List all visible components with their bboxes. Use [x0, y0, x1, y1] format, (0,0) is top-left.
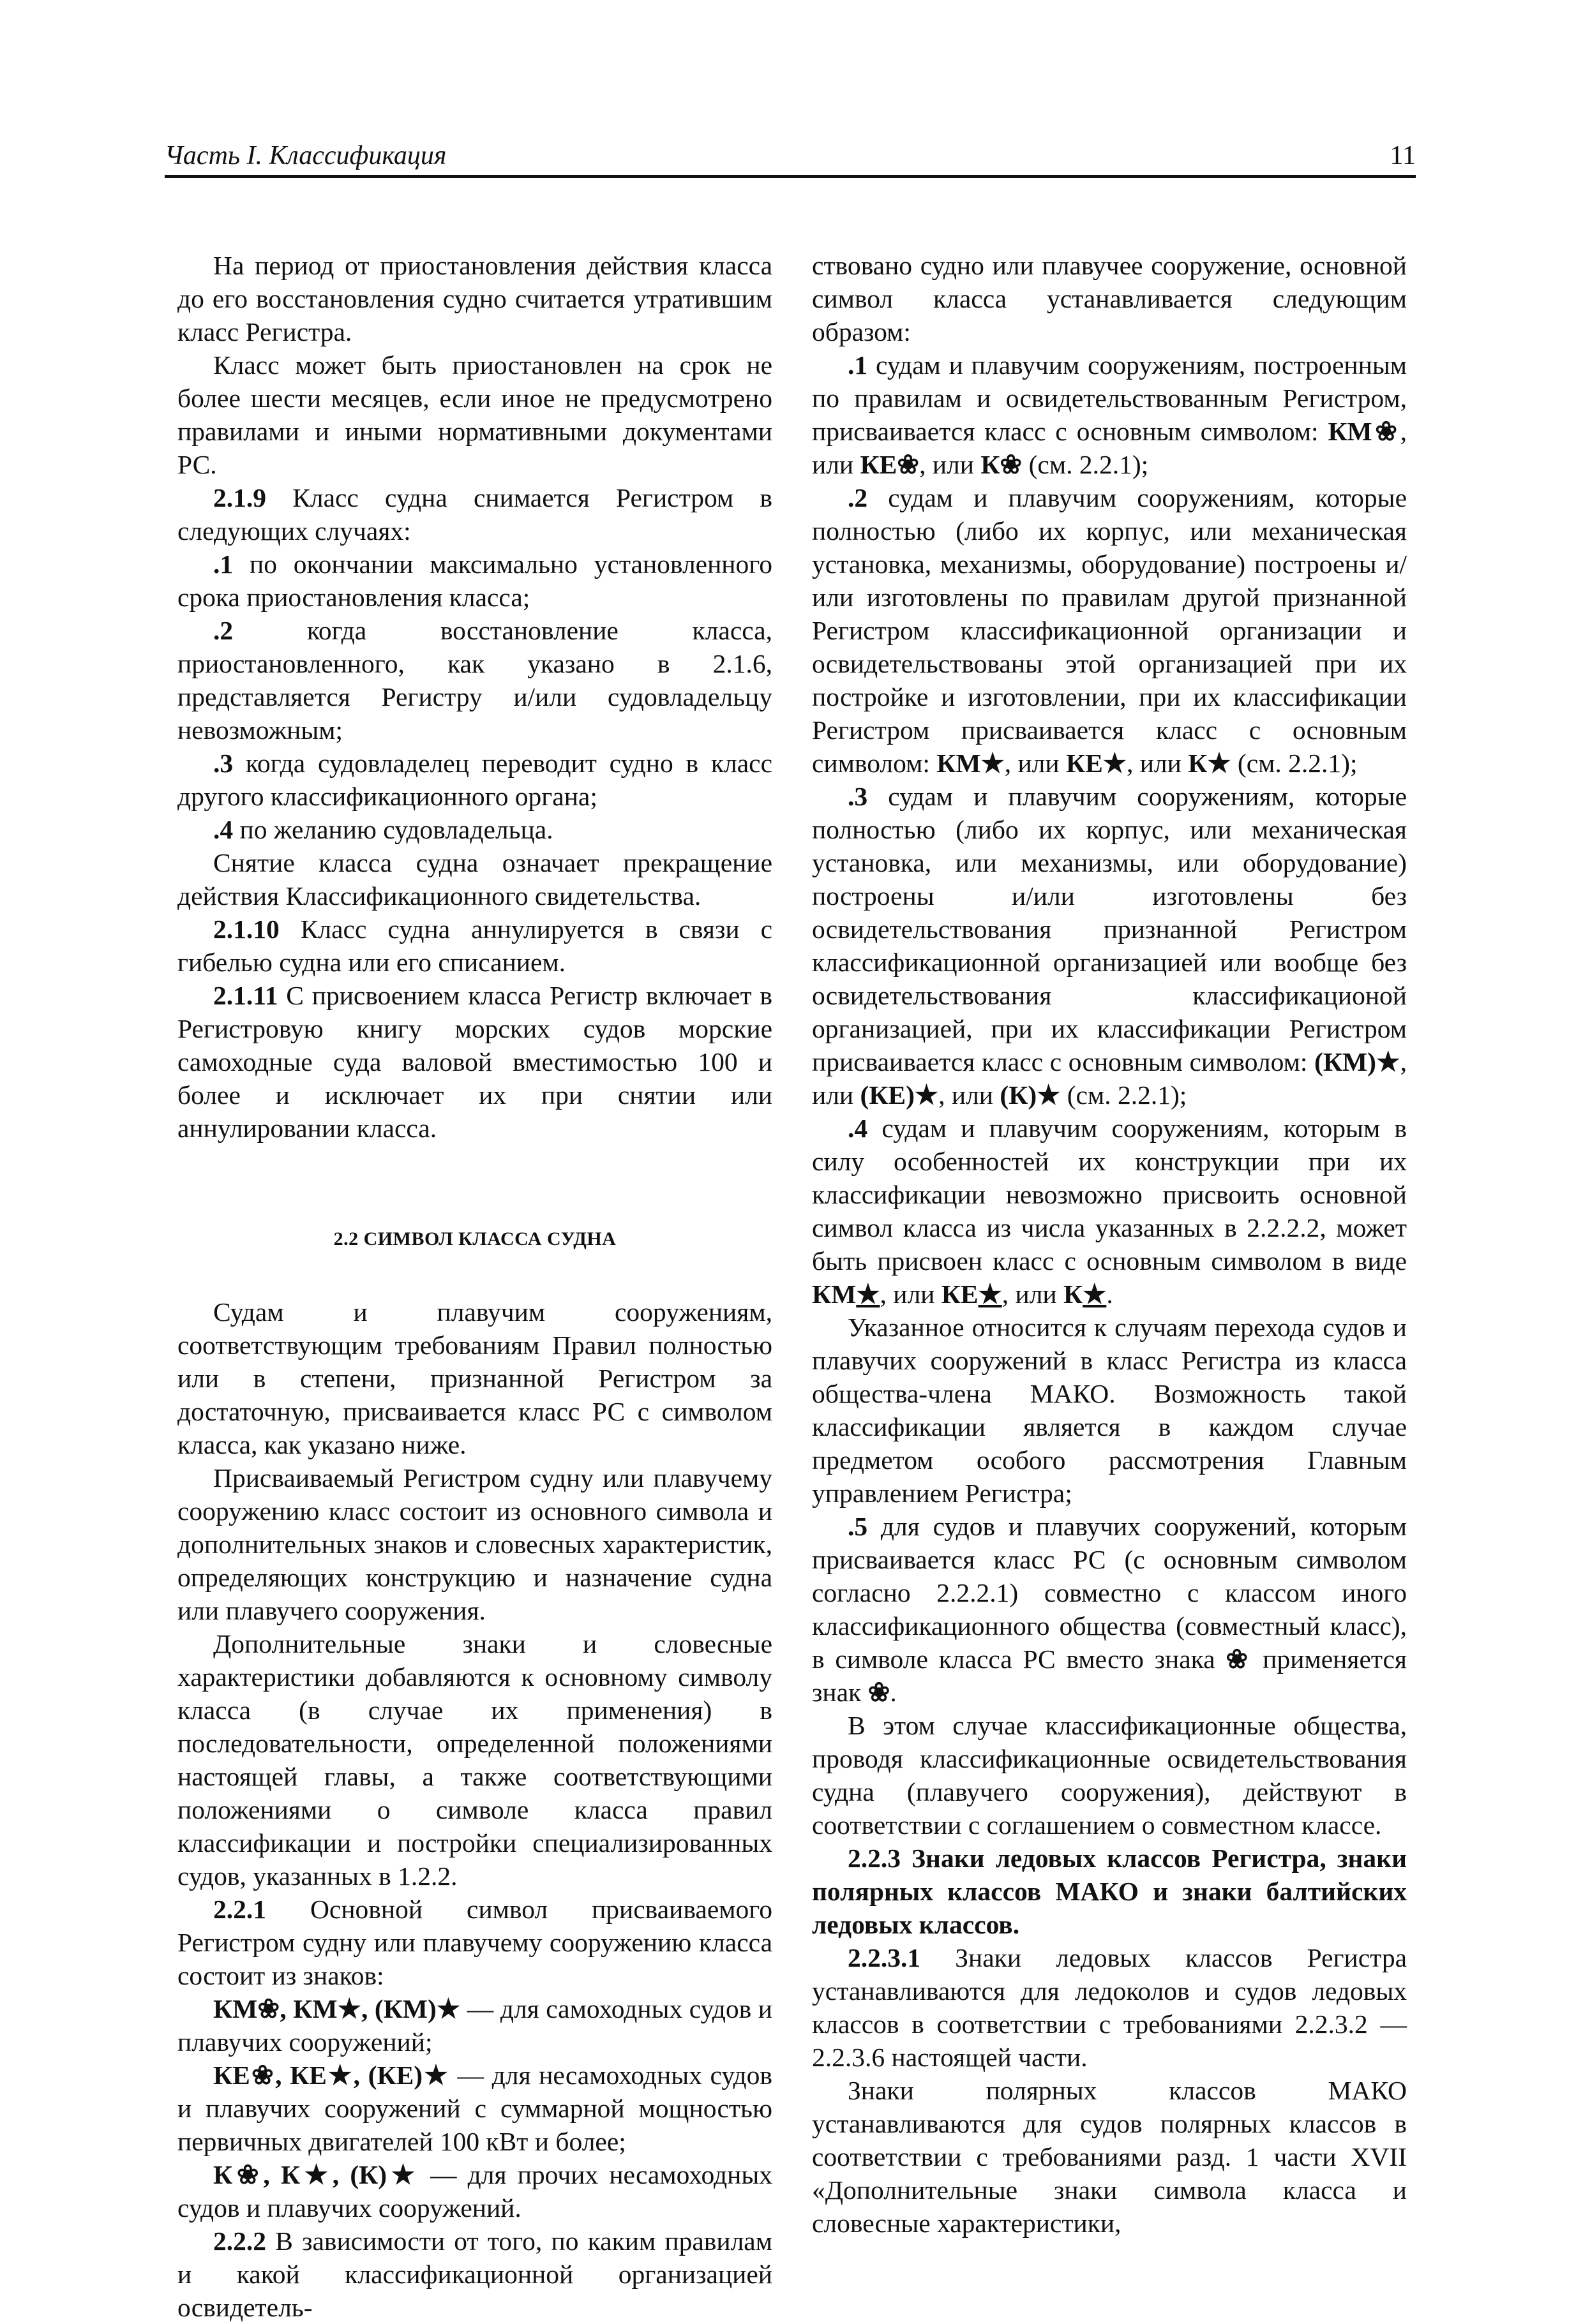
- underlined-star-icon: ★: [1083, 1279, 1107, 1309]
- item-text: , или: [919, 450, 981, 479]
- item-text: когда судовладелец переводит судно в класс другого классификационного органа;: [177, 749, 772, 811]
- underlined-star-icon: ★: [978, 1279, 1002, 1309]
- item-number: .2: [213, 616, 234, 645]
- item-text: по окончании максимально установленного срока приостановления класса;: [177, 549, 772, 612]
- clause-number: 2.2.2: [213, 2226, 266, 2256]
- paragraph: Судам и плавучим сооружениям, соответствующим требованиям Правил полностью или в степени, признанной Регистром за достаточную, присваивается класс РС с символом класса, как указано ниже.: [177, 1297, 772, 1459]
- list-item: [812, 780, 1407, 1112]
- list-item: [177, 813, 772, 846]
- clause-2-2-2: [177, 2224, 772, 2324]
- item-text: , или: [1126, 749, 1189, 778]
- item-number: .2: [848, 483, 868, 512]
- item-text: , или: [1002, 1279, 1064, 1309]
- list-item: [177, 547, 772, 614]
- clause-2-1-11: [177, 979, 772, 1145]
- left-column: [177, 249, 772, 2324]
- clause-number: 2.2.3: [848, 1844, 901, 1873]
- class-symbol: КЕ❀: [860, 450, 920, 479]
- paragraph: Указанное относится к случаям перехода судов и плавучих сооружений в класс Регистра из класса общества-члена МАКО. Возможность такой классификации является в каждом случае предметом особого рассмотрения Главным управлением Регистра;: [812, 1313, 1407, 1508]
- symbol-definition: [177, 2158, 772, 2224]
- item-number: .5: [848, 1512, 868, 1541]
- paragraph: На период от приостановления действия класса до его восстановления судно считается утратившим класс Регистра.: [177, 251, 772, 346]
- item-text: когда восстановление класса, приостановленного, как указано в 2.1.6, представляется Регистру и/или судовладельцу невозможным;: [177, 616, 772, 745]
- item-text: .: [890, 1678, 897, 1707]
- clause-text: Класс судна аннулируется в связи с гибелью судна или его списанием.: [177, 914, 772, 977]
- item-number: .3: [848, 782, 868, 811]
- clause-2-1-10: [177, 912, 772, 979]
- symbol-text: — для прочих несамоходных судов и плавучих сооружений.: [177, 2160, 772, 2223]
- symbol-letters: КМ: [812, 1279, 857, 1309]
- item-text: (см. 2.2.1);: [1060, 1080, 1187, 1110]
- class-symbol: (КЕ)★: [860, 1080, 939, 1110]
- class-symbol: [942, 1279, 1002, 1309]
- clause-number: 2.1.9: [213, 483, 266, 512]
- list-item: [812, 481, 1407, 780]
- clause-2-2-3: [812, 1842, 1407, 1941]
- item-text: судам и плавучим сооружениям, построенным по правилам и освидетельствованным Регистром, присваивается класс с основным символом:: [812, 350, 1407, 446]
- class-symbol: К❀: [980, 450, 1023, 479]
- item-text: , или: [938, 1080, 1000, 1110]
- underlined-star-icon: ★: [856, 1279, 880, 1309]
- symbol-letters: К: [1063, 1279, 1083, 1309]
- paragraph: Снятие класса судна означает прекращение действия Классификационного свидетельства.: [177, 848, 772, 911]
- class-sign-icon: ❀: [1226, 1644, 1252, 1674]
- symbol-definition: [177, 1992, 772, 2059]
- list-item: [812, 1510, 1407, 1709]
- paragraph: Присваиваемый Регистром судну или плавучему сооружению класс состоит из основного символа и дополнительных знаков и словесных характеристик, определяющих конструкцию и назначение судна или плавучего сооружения.: [177, 1463, 772, 1625]
- clause-heading: Знаки ледовых классов Регистра, знаки полярных классов МАКО и знаки балтийских ледовых классов.: [812, 1844, 1407, 1939]
- item-text: судам и плавучим сооружениям, которые полностью (либо их корпус, или механическая установка, механизмы, оборудование) построены и/или изготовлены по правилам другой признанной Регистром классификационной организации и освидетельствованы этой организацией при их постройке и изготовлении, при их классификации Регистром присваивается класс с основным символом:: [812, 483, 1407, 778]
- item-number: .4: [848, 1114, 868, 1143]
- item-text: (см. 2.2.1);: [1022, 450, 1149, 479]
- running-header: [165, 139, 1416, 178]
- list-item: [177, 747, 772, 813]
- list-item: [177, 614, 772, 747]
- class-symbols: КМ❀, КМ★, (КМ)★: [213, 1994, 461, 2023]
- section-title: 2.2 СИМВОЛ КЛАССА СУДНА: [333, 1228, 617, 1249]
- list-item: [812, 348, 1407, 481]
- class-symbol: (К)★: [1000, 1080, 1061, 1110]
- symbol-text: — для самоходных судов и плавучих сооружений;: [177, 1994, 772, 2057]
- clause-2-2-1: [177, 1893, 772, 1992]
- symbol-definition: [177, 2059, 772, 2158]
- class-sign-icon: ❀: [867, 1678, 890, 1707]
- item-text: судам и плавучим сооружениям, которым в силу особенностей их конструкции при их классификации невозможно присвоить основной символ класса из числа указанных в 2.2.2.2, может быть присвоен класс с основным символом в виде: [812, 1114, 1407, 1276]
- clause-2-1-9: [177, 481, 772, 547]
- class-symbol: КМ❀: [1328, 417, 1400, 446]
- right-column: [812, 249, 1407, 2240]
- paragraph: Дополнительные знаки и словесные характеристики добавляются к основному символу класса (в случае их применения) в последовательности, определенной положениями настоящей главы, а также соответствующими положениями о символе класса правил классификации и постройки специализированных судов, указанных в 1.2.2.: [177, 1629, 772, 1891]
- clause-text: Знаки ледовых классов Регистра устанавливаются для ледоколов и судов ледовых классов в соответствии с требованиями 2.2.3.2 — 2.2.3.6 настоящей части.: [812, 1943, 1407, 2072]
- paragraph: В этом случае классификационные общества, проводя классификационные освидетельствования судна (плавучего сооружения), действуют в соответствии с соглашением о совместном классе.: [812, 1711, 1407, 1840]
- class-symbol: К★: [1188, 749, 1231, 778]
- symbol-text: — для несамоходных судов и плавучих сооружений с суммарной мощностью первичных двигателей 100 кВт и более;: [177, 2060, 772, 2156]
- item-text: , или: [812, 417, 1407, 479]
- clause-number: 2.1.10: [213, 914, 280, 944]
- header-title: Часть I. Классификация: [165, 141, 447, 170]
- paragraph: Класс может быть приостановлен на срок не более шести месяцев, если иное не предусмотрено правилами и иными нормативными документами РС.: [177, 350, 772, 479]
- item-number: .3: [213, 749, 234, 778]
- clause-text: Основной символ присваиваемого Регистром судну или плавучему сооружению класса состоит из знаков:: [177, 1895, 772, 1990]
- page-number: 11: [1390, 141, 1416, 170]
- item-number: .1: [213, 549, 234, 579]
- item-text: .: [1106, 1279, 1113, 1309]
- class-symbol: (КМ)★: [1314, 1047, 1400, 1076]
- item-text: , или: [1004, 749, 1066, 778]
- item-text: (см. 2.2.1);: [1231, 749, 1358, 778]
- item-text: , или: [812, 1047, 1407, 1110]
- symbol-letters: КЕ: [941, 1279, 979, 1309]
- clause-text: Класс судна снимается Регистром в следующих случаях:: [177, 483, 772, 546]
- item-number: .4: [213, 815, 234, 844]
- clause-text: С присвоением класса Регистр включает в Регистровую книгу морских судов морские самоходные суда валовой вместимостью 100 и более и исключает их при снятии или аннулировании класса.: [177, 981, 772, 1143]
- clause-number: 2.2.1: [213, 1895, 266, 1924]
- list-item: [812, 1112, 1407, 1311]
- class-symbols: КЕ❀, КЕ★, (КЕ)★: [213, 2060, 449, 2090]
- class-symbol: [1063, 1279, 1106, 1309]
- class-symbols: К❀, К★, (К)★: [213, 2160, 419, 2189]
- clause-text: В зависимости от того, по каким правилам и какой классификационной организацией освидетель-: [177, 2226, 772, 2322]
- item-text: по желанию судовладельца.: [233, 815, 553, 844]
- paragraph-continuation: ствовано судно или плавучее сооружение, основной символ класса устанавливается следующим образом:: [812, 251, 1407, 346]
- item-text: для судов и плавучих сооружений, которым присваивается класс РС (с основным символом согласно 2.2.2.1) совместно с классом иного классификационного общества (совместный класс), в символе класса РС вместо знака: [812, 1512, 1407, 1674]
- item-text: применяется знак: [812, 1644, 1407, 1707]
- clause-number: 2.2.3.1: [848, 1943, 921, 1972]
- paragraph: Знаки полярных классов МАКО устанавливаются для судов полярных классов в соответствии с требованиями разд. 1 части XVII «Дополнительные знаки символа класса и словесные характеристики,: [812, 2076, 1407, 2238]
- item-number: .1: [848, 350, 868, 380]
- clause-2-2-3-1: [812, 1941, 1407, 2074]
- item-text: , или: [880, 1279, 942, 1309]
- clause-number: 2.1.11: [213, 981, 278, 1010]
- class-symbol: КЕ★: [1065, 749, 1127, 778]
- class-symbol: [812, 1279, 880, 1309]
- item-text: судам и плавучим сооружениям, которые полностью (либо их корпус, или механическая установка, или механизмы, или оборудование) построены и/или изготовлены без освидетельствования признанной Регистром классификационной организацией или вообще без освидетельствования классификационой организацией, при их классификации Регистром присваивается класс с основным символом:: [812, 782, 1407, 1076]
- class-symbol: КМ★: [936, 749, 1005, 778]
